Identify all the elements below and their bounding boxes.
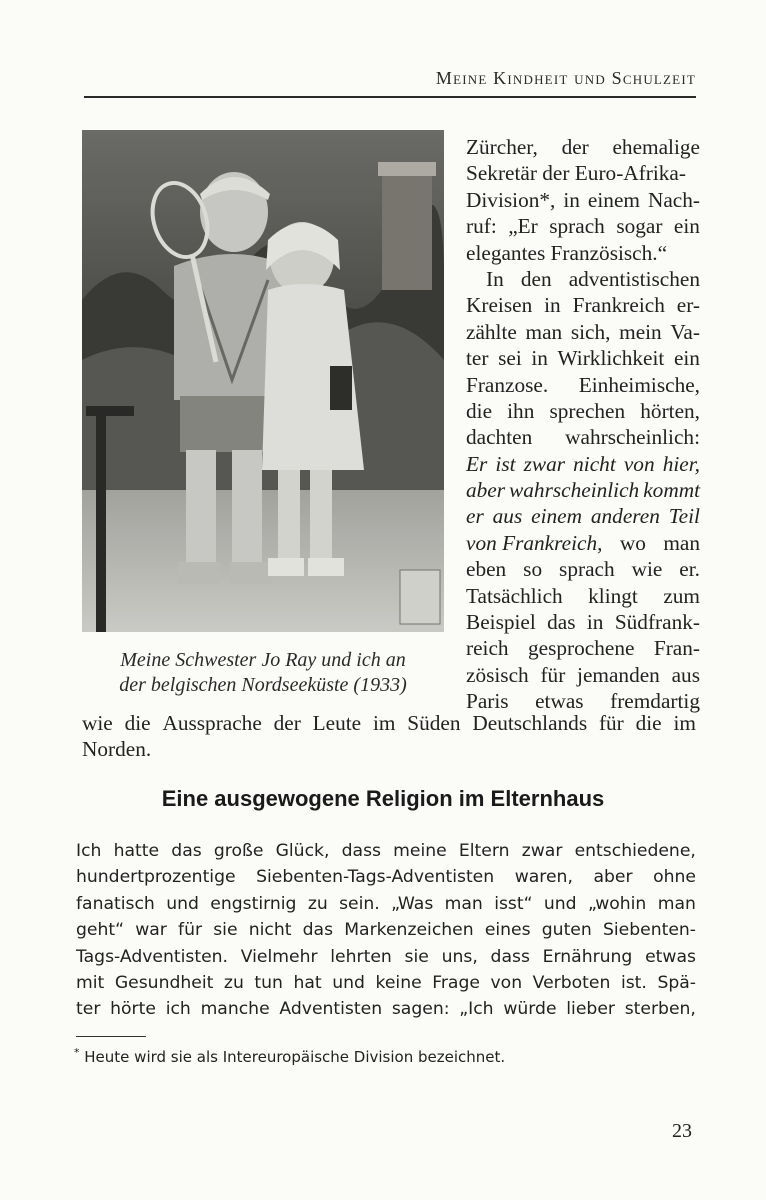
word: hörten,	[640, 398, 700, 423]
word: elegantes Französisch.“	[466, 240, 668, 265]
word: man	[657, 893, 696, 914]
word: zwar	[521, 841, 563, 861]
text-line	[466, 240, 700, 266]
word: große	[213, 841, 264, 861]
word: manche	[200, 999, 270, 1020]
word: dass	[341, 841, 381, 861]
word: ohne	[653, 867, 696, 888]
word: für	[598, 711, 624, 735]
word: gesprochene	[528, 636, 635, 661]
word: Verboten	[532, 972, 611, 993]
word: sein.	[339, 893, 380, 914]
text-line	[82, 710, 696, 736]
text-line	[466, 134, 700, 160]
word: zählte	[466, 319, 517, 344]
footnote	[74, 1046, 505, 1066]
footnote-text: Heute wird sie als Intereuropäische Division bezeichnet.	[84, 1048, 506, 1066]
word: meine	[393, 841, 447, 861]
word: dass	[490, 946, 530, 967]
word: tun	[254, 972, 283, 993]
word: in	[544, 293, 561, 318]
word: Adventisten	[279, 999, 383, 1020]
text-line	[466, 372, 700, 398]
word: Franzose.	[466, 372, 549, 397]
text-line	[466, 187, 700, 213]
word: nicht	[248, 920, 292, 941]
word: Glück,	[275, 841, 330, 861]
word: klingt	[588, 583, 638, 608]
word: reich	[466, 636, 509, 661]
word: Va-	[670, 319, 700, 344]
word: würde	[503, 999, 557, 1020]
word: ruf:	[466, 214, 497, 239]
word: ich	[165, 999, 191, 1020]
word: Zürcher,	[466, 135, 538, 159]
text-line	[466, 556, 700, 582]
word: waren,	[514, 867, 573, 888]
word: Leute	[312, 711, 362, 735]
text-line	[466, 477, 700, 503]
word: anderen	[590, 504, 660, 529]
footnote-rule	[76, 1036, 146, 1037]
word: Fran-	[653, 636, 700, 661]
word: Paris	[466, 689, 509, 714]
word: er.	[679, 557, 700, 582]
word: Ich	[76, 841, 102, 861]
word: man	[525, 319, 563, 344]
word: Sekretär der Euro-Afrika-	[466, 161, 686, 186]
word: Deutschlands	[472, 711, 588, 735]
word: ter	[76, 999, 101, 1020]
word: das	[547, 610, 576, 635]
word: zum	[663, 583, 700, 608]
word: sprechen	[549, 398, 626, 423]
word: hat	[293, 972, 322, 993]
text-line	[466, 662, 700, 688]
word: von	[490, 972, 523, 993]
word: aus	[671, 662, 700, 687]
word: Spä-	[657, 972, 696, 993]
word: „Was	[391, 893, 434, 914]
word: zwar	[523, 451, 566, 476]
word: Norden.	[82, 737, 152, 762]
word: sagen:	[391, 999, 450, 1020]
word: nicht	[573, 451, 616, 476]
text-line	[466, 503, 700, 529]
word: zu	[307, 893, 328, 914]
text-line	[76, 864, 696, 890]
word: sei	[498, 346, 522, 371]
word: Beispiel	[466, 610, 536, 635]
word: hier,	[662, 451, 700, 476]
text-line	[76, 838, 696, 864]
word: das	[302, 920, 334, 941]
text-line	[466, 398, 700, 424]
word: Nach-	[647, 187, 700, 212]
word: das	[171, 841, 202, 861]
word: von	[623, 451, 655, 476]
word: Kreisen	[466, 293, 533, 318]
footnote-marker: *	[74, 1046, 80, 1059]
word: die	[466, 398, 493, 423]
word: sterben,	[624, 999, 696, 1020]
word: er	[466, 504, 484, 529]
word: für	[178, 920, 203, 941]
word: geht“	[76, 920, 125, 941]
word: die	[124, 711, 151, 735]
word: entschiedene,	[574, 841, 696, 861]
word: In	[486, 266, 504, 291]
text-line	[466, 530, 700, 556]
word: sich,	[570, 319, 611, 344]
word: in	[563, 187, 580, 212]
word: wahrscheinlich:	[565, 425, 700, 450]
word: aus	[492, 504, 523, 529]
text-line	[466, 319, 700, 345]
word: Er	[466, 451, 488, 476]
word: etwas	[645, 946, 696, 967]
word: isst“	[494, 893, 533, 914]
word: eben	[466, 557, 507, 582]
word: hundertprozentige	[76, 867, 236, 888]
word: Division*,	[466, 187, 556, 212]
word: und	[543, 893, 577, 914]
text-line	[466, 424, 700, 450]
text-line	[466, 451, 700, 477]
text-line	[76, 891, 696, 917]
word: wo	[619, 530, 646, 555]
word: sprach	[549, 214, 605, 239]
word: mit	[76, 972, 105, 993]
word: mein	[619, 319, 662, 344]
word: in	[531, 346, 548, 371]
page-number: 23	[672, 1120, 692, 1142]
word: „wohin	[587, 893, 647, 914]
word: von Frankreich,	[466, 530, 603, 555]
text-line	[466, 609, 700, 635]
word: der	[561, 135, 589, 159]
word: die	[635, 711, 662, 735]
word: im	[372, 711, 396, 735]
word: für	[540, 662, 566, 687]
text-line	[466, 583, 700, 609]
word: Eltern	[458, 841, 510, 861]
column-text	[466, 134, 700, 715]
word: Südfrank-	[614, 610, 700, 635]
word: etwas	[535, 689, 584, 714]
text-line	[466, 345, 700, 371]
photo-caption	[82, 648, 444, 698]
word: kommt	[643, 478, 700, 503]
word: Süden	[407, 711, 461, 735]
word: ist.	[620, 972, 647, 993]
word: zu	[223, 972, 244, 993]
word: ein	[673, 214, 700, 239]
word: engstirnig	[210, 893, 297, 914]
word: wahrscheinlich	[509, 478, 640, 503]
word: Siebenten-Tags-Adventisten	[256, 867, 495, 888]
word: Einheimische,	[578, 372, 700, 397]
word: wie	[631, 557, 663, 582]
word: Ernährung	[542, 946, 633, 967]
word: der	[273, 711, 301, 735]
word: Siebenten-	[602, 920, 696, 941]
text-line	[76, 996, 696, 1022]
word: ist	[495, 451, 516, 476]
photo-children-beach	[82, 130, 444, 632]
word: Aussprache	[162, 711, 262, 735]
text-line	[466, 213, 700, 239]
word: hatte	[113, 841, 160, 861]
word: keine	[375, 972, 422, 993]
word: man	[444, 893, 483, 914]
word: aber	[466, 478, 506, 503]
word: in	[586, 610, 604, 635]
word: aber	[593, 867, 633, 888]
word: Frankreich	[572, 293, 665, 318]
word: ter	[466, 346, 489, 371]
full-width-continuation	[82, 710, 696, 763]
word: sprach	[559, 557, 615, 582]
word: hörte	[110, 999, 156, 1020]
word: uns,	[441, 946, 478, 967]
word: im	[673, 711, 696, 735]
word: den	[520, 266, 552, 291]
word: war	[135, 920, 167, 941]
word: so	[523, 557, 543, 582]
word: sie	[404, 946, 429, 967]
word: einem	[587, 187, 640, 212]
word: Tatsächlich	[466, 583, 563, 608]
word: Frage	[432, 972, 480, 993]
text-line	[76, 917, 696, 943]
word: jemanden	[577, 662, 660, 687]
word: sogar	[616, 214, 663, 239]
body-paragraph	[76, 838, 696, 1023]
word: man	[663, 530, 700, 555]
text-line	[466, 160, 700, 186]
word: dachten	[466, 425, 533, 450]
word: lehrten	[330, 946, 392, 967]
word: Tags-Adventisten.	[76, 946, 229, 967]
word: Teil	[668, 504, 700, 529]
word: einem	[531, 504, 582, 529]
word: Wirklichkeit	[557, 346, 665, 371]
word: sie	[213, 920, 238, 941]
header-rule	[84, 96, 696, 98]
text-line	[76, 944, 696, 970]
text-line	[466, 266, 700, 292]
word: adventistischen	[568, 266, 700, 291]
section-heading: Eine ausgewogene Religion im Elternhaus	[161, 786, 605, 811]
caption-line: Meine Schwester Jo Ray und ich an	[120, 649, 406, 671]
word: ehemalige	[612, 135, 700, 159]
word: „Er	[508, 214, 538, 239]
word: fanatisch	[76, 893, 155, 914]
text-line	[82, 736, 696, 762]
text-line	[466, 292, 700, 318]
text-line	[466, 635, 700, 661]
photo-image	[82, 130, 444, 632]
word: lieber	[566, 999, 615, 1020]
word: und	[166, 893, 199, 914]
word: wie	[82, 711, 113, 735]
word: guten	[541, 920, 592, 941]
word: fremdartig	[610, 689, 700, 714]
word: „Ich	[459, 999, 494, 1020]
word: ihn	[507, 398, 535, 423]
word: er-	[676, 293, 700, 318]
word: eines	[484, 920, 531, 941]
word: zösisch	[466, 662, 529, 687]
word: Markenzeichen	[344, 920, 474, 941]
running-head: Meine Kindheit und Schulzeit	[435, 68, 696, 88]
word: ein	[673, 346, 700, 371]
text-line	[76, 970, 696, 996]
word: Vielmehr	[240, 946, 318, 967]
word: und	[332, 972, 365, 993]
word: Gesundheit	[114, 972, 214, 993]
caption-line: der belgischen Nordseeküste (1933)	[119, 674, 407, 696]
